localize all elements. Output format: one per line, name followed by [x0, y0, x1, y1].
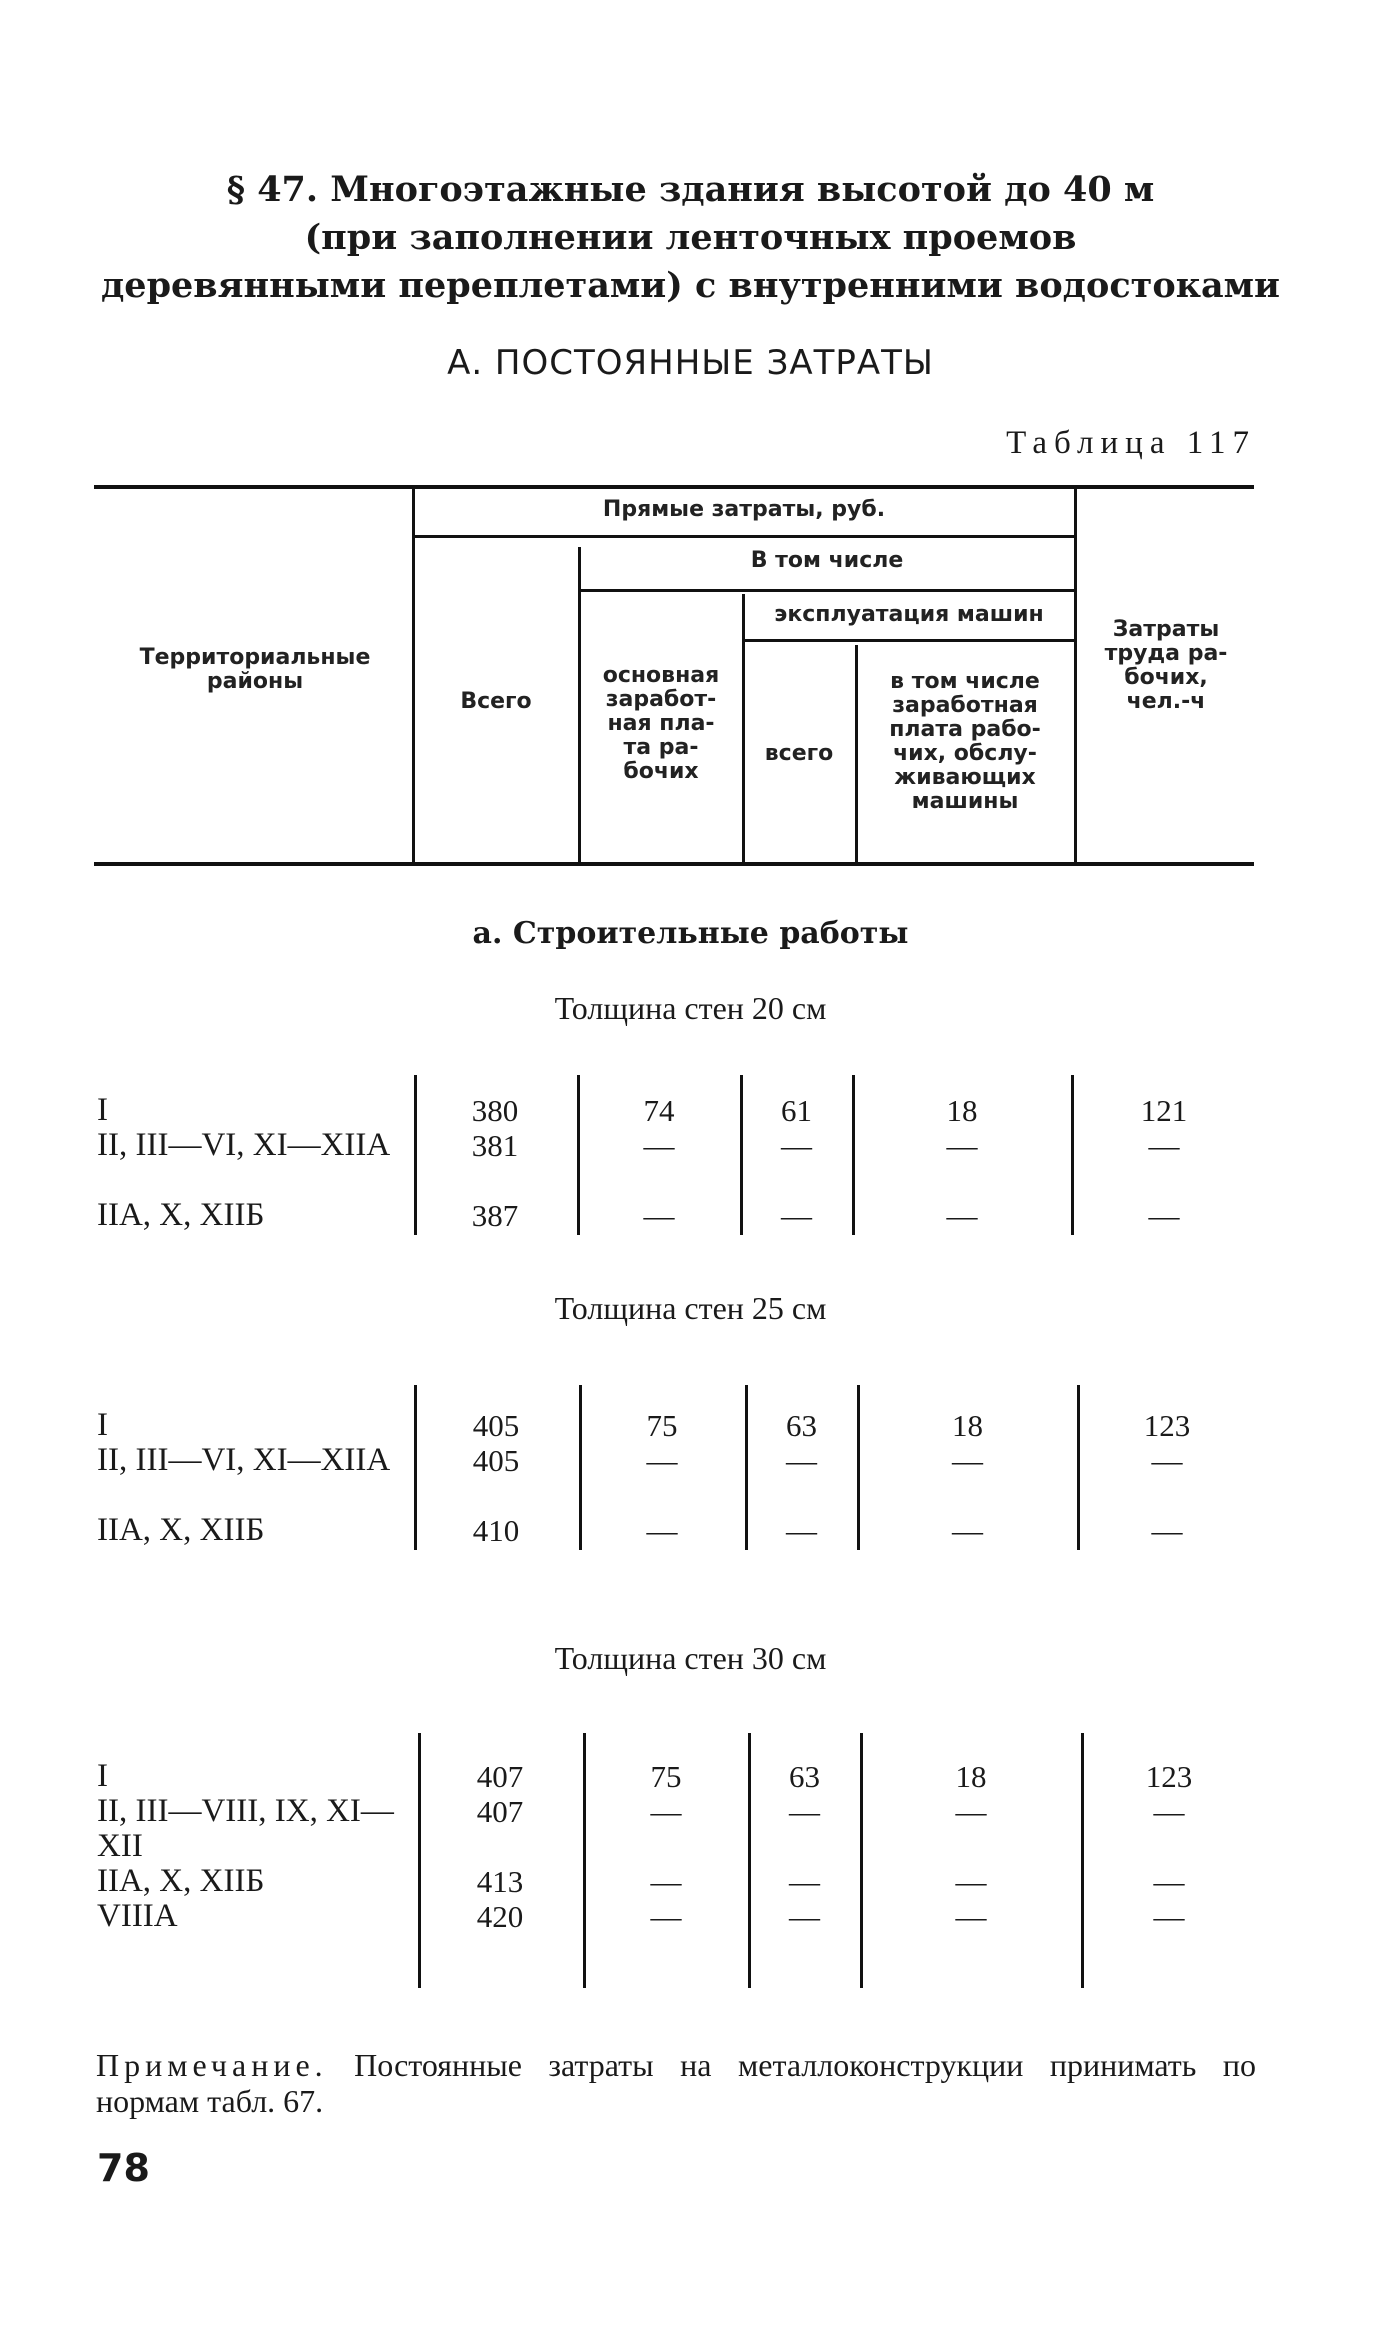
cell-wages: —	[650, 1899, 682, 1934]
cell-total: 410	[472, 1513, 520, 1548]
cell-machine-wages: —	[955, 1864, 987, 1899]
table-number: Таблица 117	[1006, 425, 1256, 461]
cell-machine: —	[786, 1443, 817, 1478]
cell-total: 381	[471, 1128, 519, 1163]
cell-labor: —	[1153, 1899, 1185, 1934]
cell-machine-wages: —	[955, 1794, 987, 1829]
row-label: I	[97, 1407, 108, 1443]
cell-labor: —	[1151, 1513, 1183, 1548]
cell-total: 380	[471, 1093, 519, 1128]
row-label: I	[97, 1758, 108, 1794]
cell-machine-wages: 18	[946, 1093, 978, 1128]
cell-total: 387	[471, 1198, 519, 1233]
cell-machine: —	[781, 1128, 812, 1163]
cell-machine: 63	[789, 1759, 820, 1794]
cell-machine-wages: —	[955, 1899, 987, 1934]
title-line-2: (при заполнении ленточных проемов	[304, 217, 1077, 258]
cell-machine: —	[789, 1899, 820, 1934]
header-line	[744, 639, 1074, 642]
group-heading: Толщина стен 20 см	[554, 990, 827, 1026]
cell-labor: 123	[1145, 1759, 1193, 1794]
row-label: II, III—VI, XI—XIIA	[97, 1127, 391, 1163]
cell-machine: —	[781, 1198, 812, 1233]
cell-machine: —	[789, 1794, 820, 1829]
cell-wages: —	[643, 1128, 675, 1163]
group-heading: Толщина стен 30 см	[554, 1640, 827, 1676]
header-machine-operation: эксплуатация машин	[774, 602, 1044, 627]
header-wages: основная заработ- ная пла- та ра- бочих	[602, 663, 720, 784]
header-line	[414, 535, 1074, 538]
cell-machine-wages: 18	[955, 1759, 987, 1794]
header-total: Всего	[460, 689, 532, 714]
cell-machine: 63	[786, 1408, 817, 1443]
header-direct-costs: Прямые затраты, руб.	[602, 497, 886, 522]
note-label: Примечание.	[96, 2047, 328, 2083]
header-divider	[412, 489, 415, 862]
cell-wages: 74	[643, 1093, 675, 1128]
cell-machine: —	[786, 1513, 817, 1548]
cell-labor: —	[1148, 1128, 1180, 1163]
column-divider	[418, 1733, 421, 1988]
subsection-heading: А. ПОСТОЯННЫЕ ЗАТРАТЫ	[447, 343, 934, 383]
table-header-bottom-rule	[94, 862, 1254, 866]
cell-labor: —	[1153, 1864, 1185, 1899]
cell-machine-wages: —	[952, 1443, 983, 1478]
header-divider	[578, 547, 581, 862]
cell-labor: —	[1148, 1198, 1180, 1233]
header-line	[580, 589, 1074, 592]
cell-labor: —	[1151, 1443, 1183, 1478]
cell-wages: —	[646, 1443, 678, 1478]
row-label: IIA, X, XIIБ	[97, 1197, 265, 1233]
page-number: 78	[97, 2146, 150, 2190]
cell-total: 413	[476, 1864, 524, 1899]
works-subsection: а. Строительные работы	[472, 916, 909, 951]
row-label: II, III—VI, XI—XIIA	[97, 1442, 391, 1478]
cell-labor: 121	[1140, 1093, 1188, 1128]
title-line-3: деревянными переплетами) с внутренними водостоками	[100, 265, 1281, 306]
header-labor: Затраты труда ра- бочих, чел.-ч	[1104, 617, 1228, 714]
title-line-1: § 47. Многоэтажные здания высотой до 40 м	[226, 169, 1155, 210]
header-regions: Территориальные районы	[139, 645, 371, 694]
cell-total: 407	[476, 1759, 524, 1794]
header-including: В том числе	[750, 548, 904, 573]
cell-wages: —	[650, 1794, 682, 1829]
header-machine-wages: в том числе заработная плата рабо- чих, обслу- живающих машины	[889, 669, 1041, 814]
row-label: IIA, X, XIIБ	[97, 1863, 265, 1899]
header-machine-total: всего	[764, 741, 834, 766]
group-heading: Толщина стен 25 см	[554, 1290, 827, 1326]
cell-total: 405	[472, 1443, 520, 1478]
cell-wages: 75	[650, 1759, 682, 1794]
cell-labor: —	[1153, 1794, 1185, 1829]
footnote	[96, 2047, 1256, 2119]
section-title	[0, 166, 1381, 310]
row-label: IIA, X, XIIБ	[97, 1512, 265, 1548]
cell-wages: —	[643, 1198, 675, 1233]
cell-machine-wages: —	[946, 1198, 978, 1233]
cell-machine: 61	[781, 1093, 812, 1128]
cell-machine-wages: 18	[952, 1408, 983, 1443]
row-label: I	[97, 1092, 108, 1128]
row-label: II, III—VIII, IX, XI—XII	[97, 1793, 394, 1864]
cell-machine: —	[789, 1864, 820, 1899]
row-label: VIIIA	[97, 1898, 178, 1934]
cell-machine-wages: —	[946, 1128, 978, 1163]
header-divider	[1074, 489, 1077, 862]
cell-wages: —	[646, 1513, 678, 1548]
note-text: Постоянные затраты на металлоконструкции принимать по нормам табл. 67.	[96, 2047, 1257, 2119]
cell-wages: 75	[646, 1408, 678, 1443]
cell-total: 420	[476, 1899, 524, 1934]
header-divider	[742, 594, 745, 862]
cell-total: 405	[472, 1408, 520, 1443]
cell-total: 407	[476, 1794, 524, 1829]
cell-machine-wages: —	[952, 1513, 983, 1548]
cell-wages: —	[650, 1864, 682, 1899]
cell-labor: 123	[1143, 1408, 1191, 1443]
table-top-rule	[94, 485, 1254, 489]
